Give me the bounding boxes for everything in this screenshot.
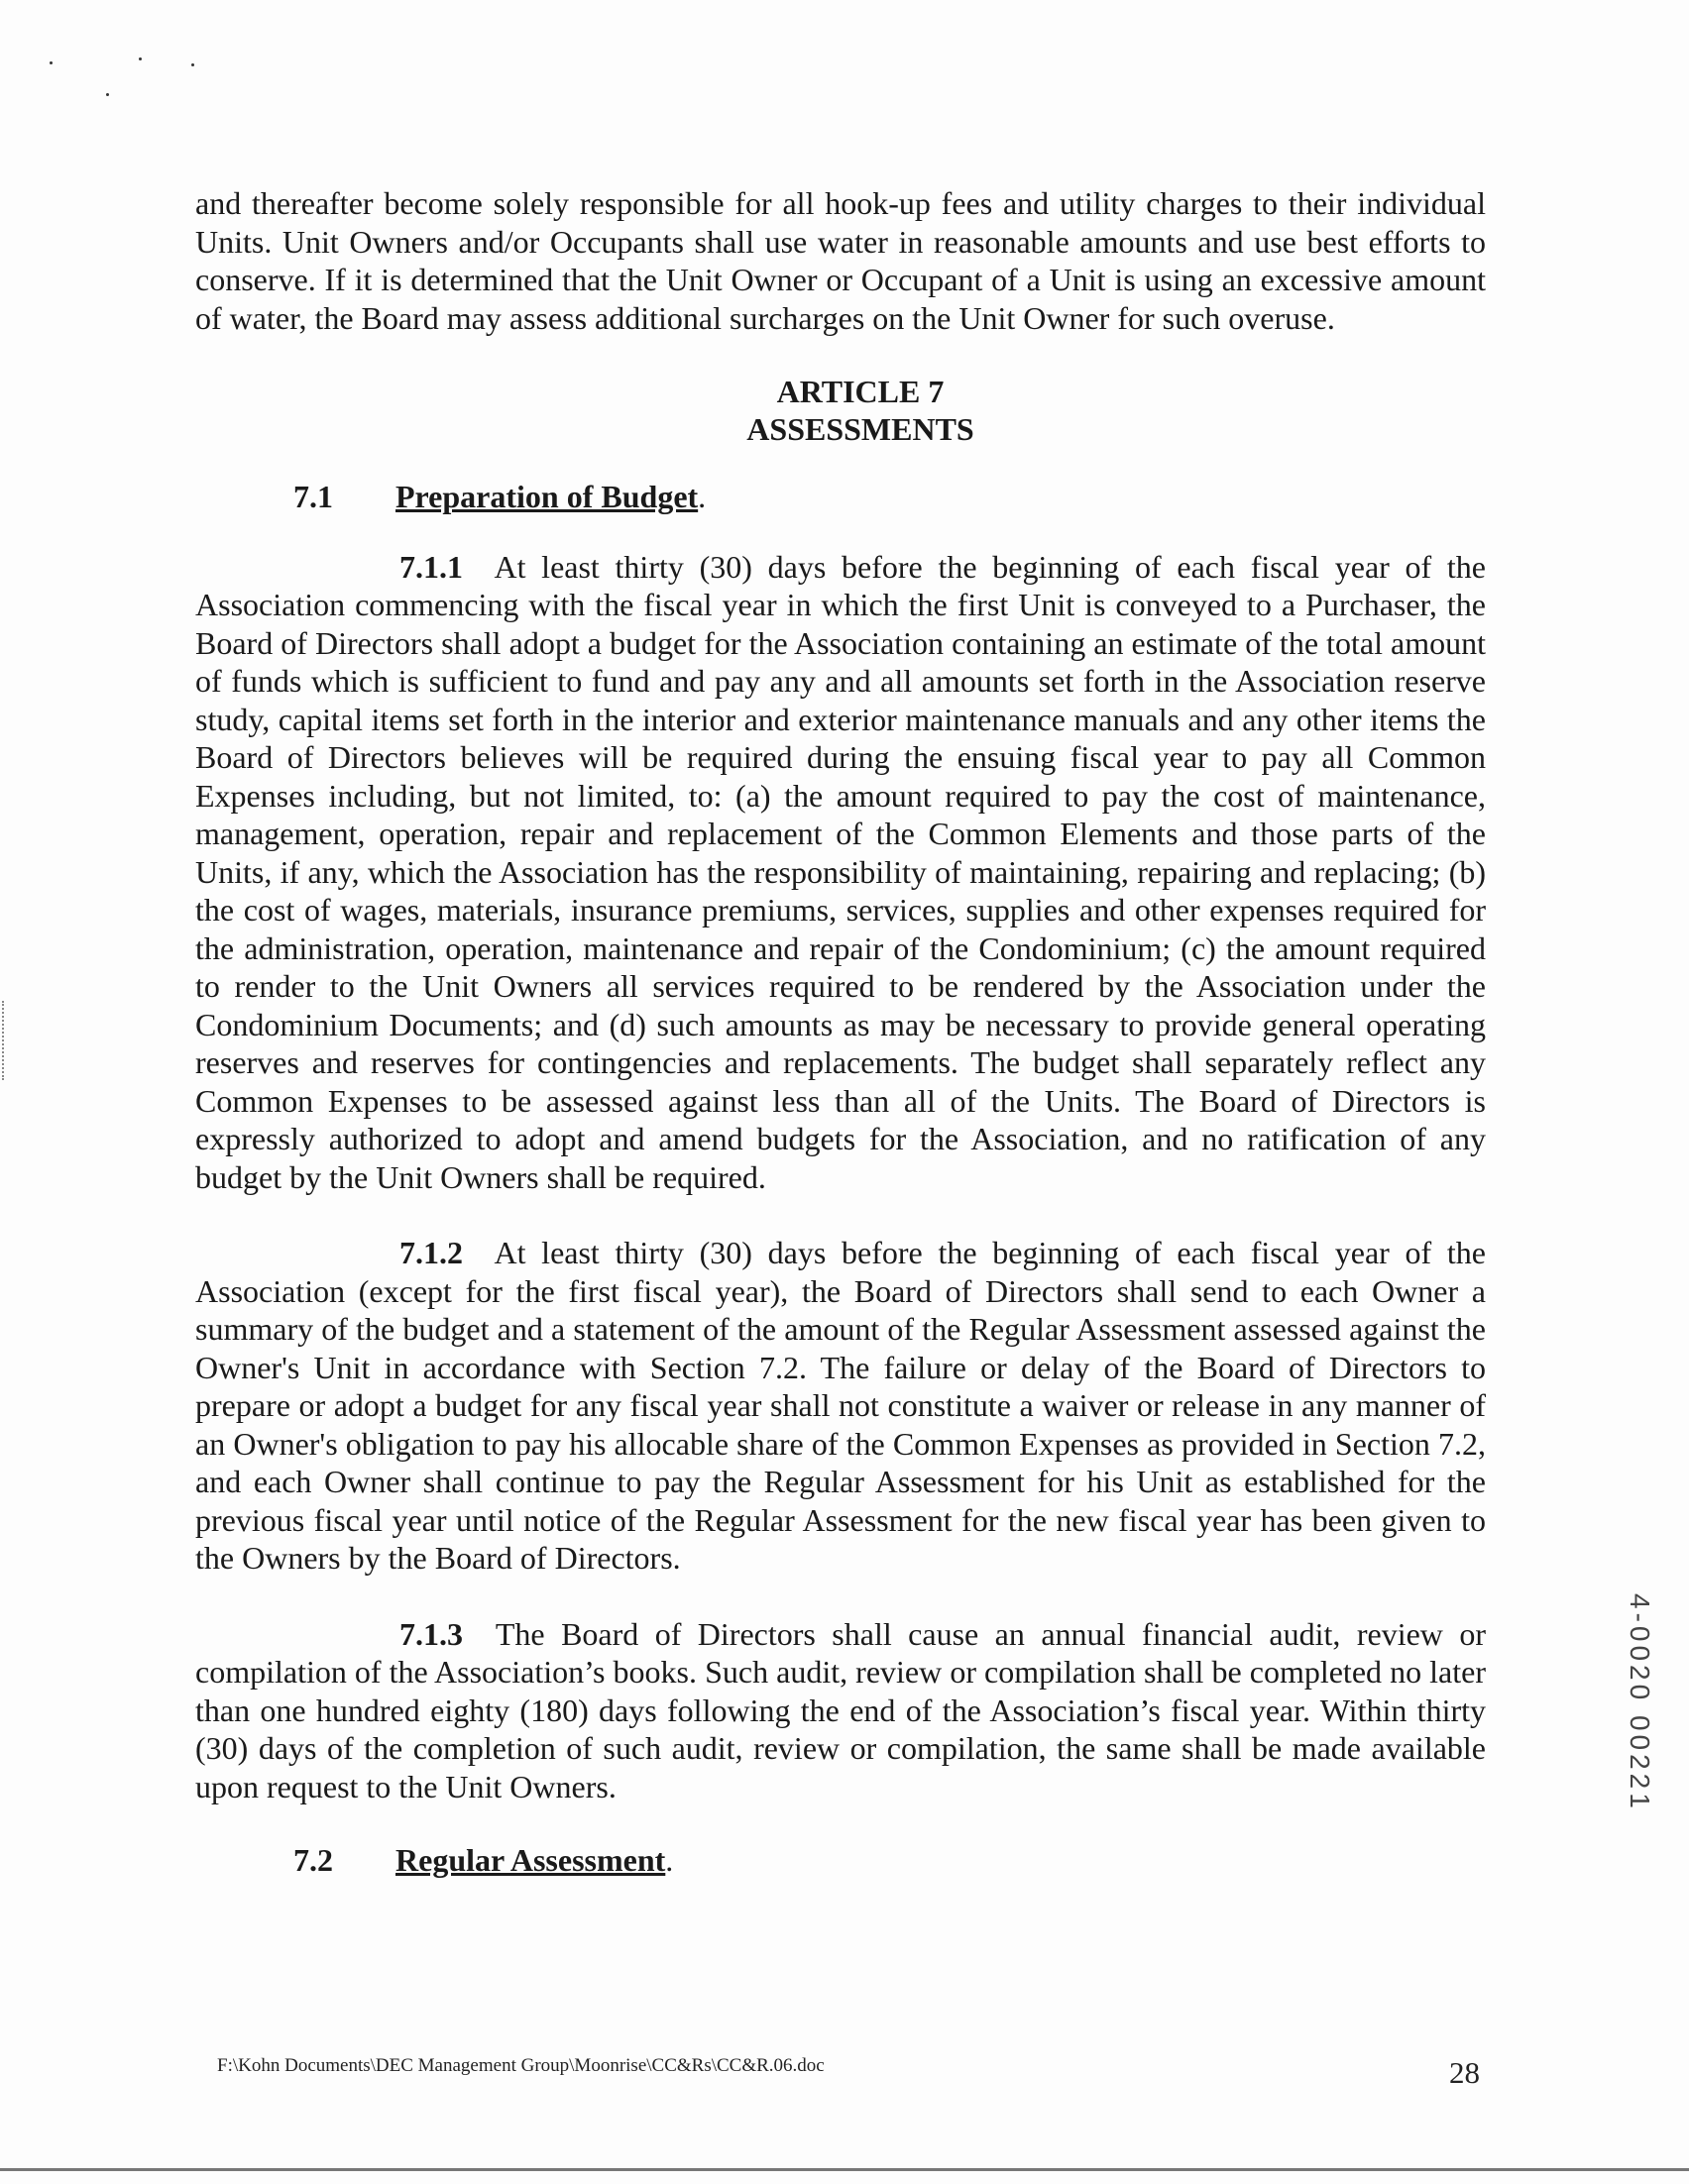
section-number: 7.2: [293, 1842, 333, 1878]
subsection-text: At least thirty (30) days before the beginning of each fiscal year of the Association (except for the first fiscal year), the Board of Directors shall send to each Owner a summary of the budget and a statement of the amount of the Regular Assessment assessed against the Owner's Unit in accordance with Section 7.2. The failure or delay of the Board of Directors to prepare or adopt a budget for any fiscal year shall not constitute a waiver or release in any manner of an Owner's obligation to pay his allocable share of the Common Expenses as provided in Section 7.2, and each Owner shall continue to pay the Regular Assessment for his Unit as established for the previous fiscal year until notice of the Regular Assessment for the new fiscal year has been given to the Owners by the Board of Directors.: [195, 1235, 1487, 1576]
article-number: ARTICLE 7: [776, 374, 945, 409]
scan-speck: [50, 61, 53, 64]
scan-speck: [191, 63, 194, 66]
section-title-period: .: [665, 1842, 674, 1878]
article-heading: [195, 373, 1486, 448]
scan-speck: [106, 93, 109, 96]
subsection-7-1-1: [195, 548, 1486, 1197]
scan-edge-mark: [2, 1001, 6, 1080]
subsection-number: 7.1.3: [399, 1615, 463, 1652]
subsection-number: 7.1.2: [399, 1235, 463, 1270]
page-number: 28: [1449, 2055, 1480, 2090]
footer-file-path: F:\Kohn Documents\DEC Management Group\Moonrise\CC&Rs\CC&R.06.doc: [217, 2055, 825, 2076]
subsection-7-1-3: [195, 1615, 1486, 1806]
scan-speck: [139, 57, 142, 60]
section-title: Preparation of Budget: [395, 479, 699, 514]
subsection-7-1-2: [195, 1234, 1486, 1578]
subsection-text: The Board of Directors shall cause an annual financial audit, review or compilation of the Association’s books. Such audit, review or compilation shall be completed no later than one hundred eighty (180) days following the end of the Association’s fiscal year. Within thirty (30) days of the completion of such audit, review or compilation, the same shall be made available upon request to the Unit Owners.: [195, 1615, 1486, 1804]
section-heading-7-2: [195, 1841, 1486, 1880]
section-title: Regular Assessment: [395, 1842, 666, 1878]
scan-bottom-edge: [0, 2168, 1689, 2171]
document-body: [195, 184, 1486, 1880]
section-number: 7.1: [293, 479, 333, 514]
subsection-number: 7.1.1: [399, 548, 463, 585]
subsection-text: At least thirty (30) days before the beginning of each fiscal year of the Association commencing with the fiscal year in which the first Unit is conveyed to a Purchaser, the Board of Directors shall adopt a budget for the Association containing an estimate of the total amount of funds which is sufficient to fund and pay any and all amounts set forth in the Association reserve study, capital items set forth in the interior and exterior maintenance manuals and any other items the Board of Directors believes will be required during the ensuing fiscal year to pay all Common Expenses including, but not limited, to: (a) the amount required to pay the cost of maintenance, management, operation, repair and replacement of the Common Elements and those parts of the Units, if any, which the Association has the responsibility of maintaining, repairing and replacing; (b) the cost of wages, materials, insurance premiums, services, supplies and other expenses required for the administration, operation, maintenance and repair of the Condominium; (c) the amount required to render to the Unit Owners all services required to be rendered by the Association under the Condominium Documents; and (d) such amounts as may be necessary to provide general operating reserves and reserves for contingencies and replacements. The budget shall separately reflect any Common Expenses to be assessed against less than all of the Units. The Board of Directors is expressly authorized to adopt and amend budgets for the Association, and no ratification of any budget by the Unit Owners shall be required.: [195, 548, 1487, 1195]
bates-stamp: [1626, 1593, 1655, 1851]
bates-stamp-text: 4-0020 00221: [1625, 1593, 1655, 1812]
opening-paragraph: and thereafter become solely responsible for all hook-up fees and utility charges to their individual Units. Unit Owners and/or Occupants shall use water in reasonable amounts and use best efforts to conserve. If it is determined that the Unit Owner or Occupant of a Unit is using an excessive amount of water, the Board may assess additional surcharges on the Unit Owner for such overuse.: [195, 185, 1486, 336]
article-title: ASSESSMENTS: [746, 411, 974, 447]
section-heading-7-1: [195, 478, 1486, 516]
section-title-period: .: [698, 479, 707, 514]
